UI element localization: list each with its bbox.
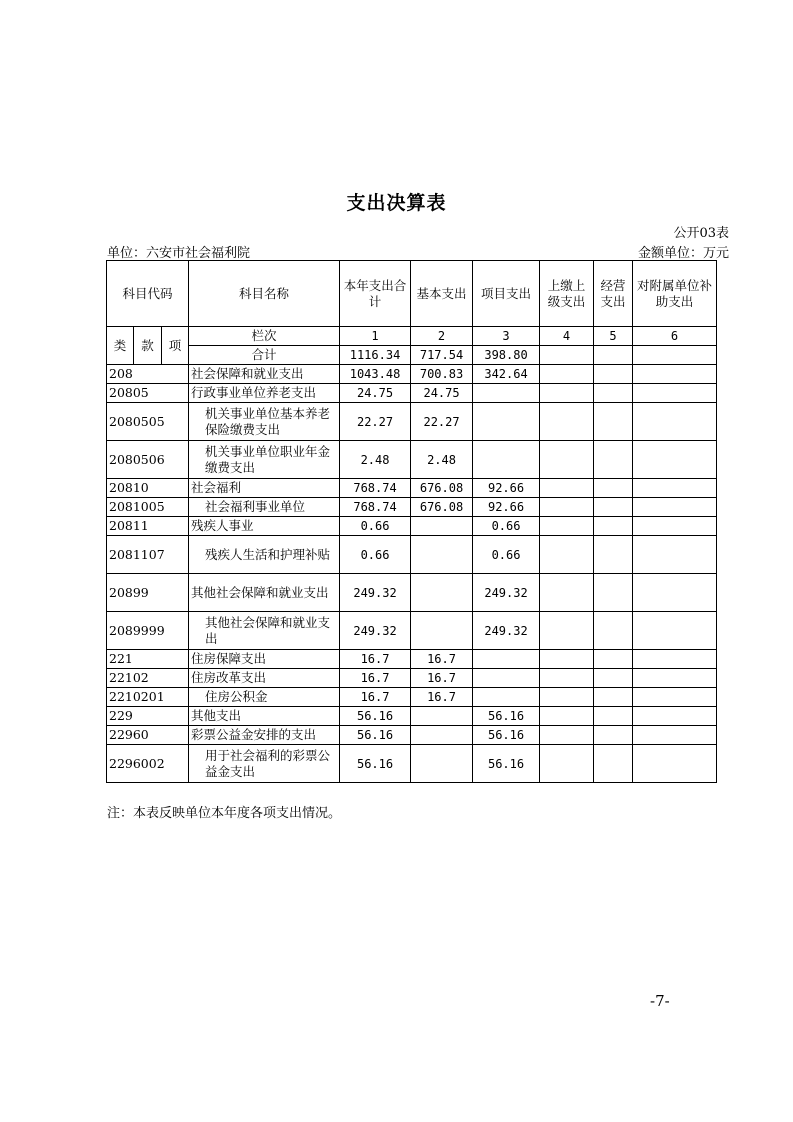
table-note: 注：本表反映单位本年度各项支出情况。 xyxy=(107,806,342,821)
row-total: 2.48 xyxy=(340,441,411,479)
row-basic: 676.08 xyxy=(411,498,473,517)
header-xiang: 项 xyxy=(162,327,189,365)
row-project: 92.66 xyxy=(473,498,540,517)
table-row xyxy=(107,498,717,517)
row-total: 22.27 xyxy=(340,403,411,441)
row-total: 1043.48 xyxy=(340,365,411,384)
row-name: 机关事业单位职业年金缴费支出 xyxy=(189,441,340,479)
summary-basic: 717.54 xyxy=(411,346,473,365)
header-row xyxy=(107,261,717,327)
page-title: 支出决算表 xyxy=(346,192,447,214)
row-name: 住房公积金 xyxy=(189,688,340,707)
table-row xyxy=(107,707,717,726)
row-code: 22102 xyxy=(107,669,189,688)
row-project xyxy=(473,441,540,479)
summary-project: 398.80 xyxy=(473,346,540,365)
table-row xyxy=(107,479,717,498)
row-total: 56.16 xyxy=(340,745,411,783)
row-code: 2089999 xyxy=(107,612,189,650)
col-index-2: 2 xyxy=(411,327,473,346)
row-basic: 22.27 xyxy=(411,403,473,441)
col-index-1: 1 xyxy=(340,327,411,346)
header-project: 项目支出 xyxy=(473,261,540,327)
row-project: 56.16 xyxy=(473,726,540,745)
row-total: 0.66 xyxy=(340,517,411,536)
row-code: 2080505 xyxy=(107,403,189,441)
summary-label: 合计 xyxy=(189,346,340,365)
row-code: 20805 xyxy=(107,384,189,403)
row-project: 92.66 xyxy=(473,479,540,498)
amount-unit-label: 金额单位：万元 xyxy=(637,246,729,261)
col-index-4: 4 xyxy=(540,327,594,346)
row-name: 社会福利事业单位 xyxy=(189,498,340,517)
table-row xyxy=(107,612,717,650)
header-name: 科目名称 xyxy=(189,261,340,327)
row-code: 208 xyxy=(107,365,189,384)
row-name: 彩票公益金安排的支出 xyxy=(189,726,340,745)
row-basic xyxy=(411,517,473,536)
row-project xyxy=(473,669,540,688)
row-total: 0.66 xyxy=(340,536,411,574)
header-code: 科目代码 xyxy=(107,261,189,327)
expenditure-table xyxy=(106,260,717,783)
row-project: 249.32 xyxy=(473,612,540,650)
row-code: 2081005 xyxy=(107,498,189,517)
row-code: 20899 xyxy=(107,574,189,612)
table-row xyxy=(107,365,717,384)
col-index-3: 3 xyxy=(473,327,540,346)
table-row xyxy=(107,688,717,707)
row-code: 20810 xyxy=(107,479,189,498)
table-row xyxy=(107,441,717,479)
header-upper: 上缴上级支出 xyxy=(540,261,594,327)
row-basic: 16.7 xyxy=(411,669,473,688)
table-row xyxy=(107,669,717,688)
table-row xyxy=(107,574,717,612)
row-total: 16.7 xyxy=(340,688,411,707)
row-total: 56.16 xyxy=(340,726,411,745)
row-basic xyxy=(411,745,473,783)
row-project: 342.64 xyxy=(473,365,540,384)
table-row xyxy=(107,745,717,783)
row-basic: 16.7 xyxy=(411,650,473,669)
row-basic: 676.08 xyxy=(411,479,473,498)
row-basic: 2.48 xyxy=(411,441,473,479)
form-number: 公开03表 xyxy=(673,226,729,241)
row-total: 16.7 xyxy=(340,650,411,669)
row-name: 行政事业单位养老支出 xyxy=(189,384,340,403)
row-project: 249.32 xyxy=(473,574,540,612)
row-name: 社会保障和就业支出 xyxy=(189,365,340,384)
row-name: 其他社会保障和就业支出 xyxy=(189,574,340,612)
row-basic: 700.83 xyxy=(411,365,473,384)
row-name: 社会福利 xyxy=(189,479,340,498)
row-project xyxy=(473,403,540,441)
row-code: 2081107 xyxy=(107,536,189,574)
row-basic xyxy=(411,726,473,745)
header-total: 本年支出合计 xyxy=(340,261,411,327)
header-basic: 基本支出 xyxy=(411,261,473,327)
header-lei: 类 xyxy=(107,327,134,365)
row-project: 0.66 xyxy=(473,536,540,574)
header-lanci: 栏次 xyxy=(189,327,340,346)
row-basic xyxy=(411,536,473,574)
page-number: -7- xyxy=(650,992,670,1010)
row-code: 20811 xyxy=(107,517,189,536)
row-code: 229 xyxy=(107,707,189,726)
table-row xyxy=(107,403,717,441)
row-project: 56.16 xyxy=(473,745,540,783)
row-code: 2296002 xyxy=(107,745,189,783)
row-basic xyxy=(411,612,473,650)
row-project xyxy=(473,688,540,707)
row-code: 22960 xyxy=(107,726,189,745)
row-name: 残疾人事业 xyxy=(189,517,340,536)
row-code: 221 xyxy=(107,650,189,669)
row-total: 16.7 xyxy=(340,669,411,688)
table-row xyxy=(107,536,717,574)
header-kuan: 款 xyxy=(134,327,162,365)
col-index-6: 6 xyxy=(633,327,717,346)
col-index-5: 5 xyxy=(594,327,633,346)
row-project xyxy=(473,650,540,669)
row-name: 残疾人生活和护理补贴 xyxy=(189,536,340,574)
summary-row xyxy=(107,346,717,365)
row-name: 其他支出 xyxy=(189,707,340,726)
row-total: 249.32 xyxy=(340,612,411,650)
row-name: 用于社会福利的彩票公益金支出 xyxy=(189,745,340,783)
row-basic xyxy=(411,574,473,612)
row-name: 住房保障支出 xyxy=(189,650,340,669)
header-business: 经营支出 xyxy=(594,261,633,327)
column-index-row xyxy=(107,327,717,346)
table-row xyxy=(107,650,717,669)
row-name: 机关事业单位基本养老保险缴费支出 xyxy=(189,403,340,441)
table-row xyxy=(107,517,717,536)
row-code: 2210201 xyxy=(107,688,189,707)
row-basic xyxy=(411,707,473,726)
row-code: 2080506 xyxy=(107,441,189,479)
row-total: 56.16 xyxy=(340,707,411,726)
table-row xyxy=(107,384,717,403)
unit-label: 单位：六安市社会福利院 xyxy=(107,246,251,261)
row-total: 768.74 xyxy=(340,479,411,498)
summary-total: 1116.34 xyxy=(340,346,411,365)
row-total: 768.74 xyxy=(340,498,411,517)
row-name: 住房改革支出 xyxy=(189,669,340,688)
row-total: 24.75 xyxy=(340,384,411,403)
row-total: 249.32 xyxy=(340,574,411,612)
table-row xyxy=(107,726,717,745)
row-project: 56.16 xyxy=(473,707,540,726)
row-basic: 16.7 xyxy=(411,688,473,707)
row-project xyxy=(473,384,540,403)
row-project: 0.66 xyxy=(473,517,540,536)
header-subsidy: 对附属单位补助支出 xyxy=(633,261,717,327)
row-basic: 24.75 xyxy=(411,384,473,403)
row-name: 其他社会保障和就业支出 xyxy=(189,612,340,650)
